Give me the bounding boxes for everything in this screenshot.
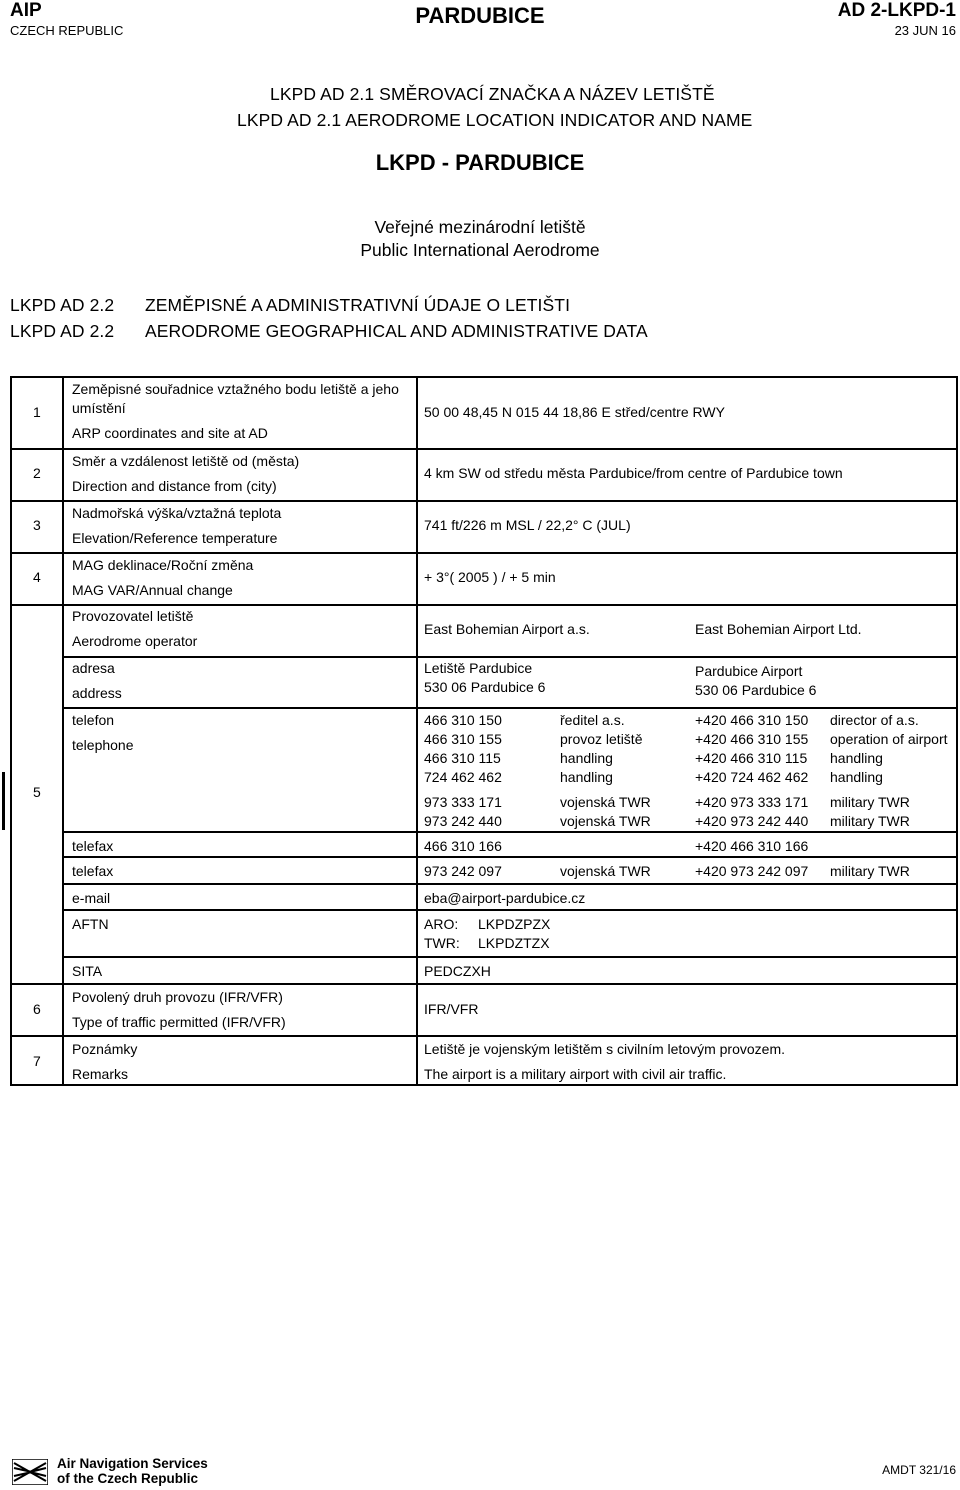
phone-number: 724 462 462	[424, 769, 502, 785]
row-divider	[12, 448, 956, 450]
operator-value-cz: East Bohemian Airport a.s.	[424, 621, 590, 637]
section-21-heading-en: LKPD AD 2.1 AERODROME LOCATION INDICATOR AND NAME	[237, 110, 753, 130]
page-reference: AD 2-LKPD-1	[837, 0, 956, 21]
phone-number: 973 333 171	[424, 794, 502, 810]
phone-description-en: handling	[830, 769, 883, 785]
column-divider	[416, 378, 418, 1084]
address-value-cz-line2: 530 06 Pardubice 6	[424, 679, 546, 695]
row-divider	[62, 956, 956, 958]
phone-number-intl: +420 466 310 150	[695, 712, 809, 728]
row-divider	[62, 883, 956, 885]
phone-number-intl: +420 973 242 440	[695, 813, 809, 829]
row-number: 6	[33, 1001, 41, 1017]
address-value-en-line2: 530 06 Pardubice 6	[695, 682, 817, 698]
phone-description-en: operation of airport	[830, 731, 948, 747]
row-divider	[62, 656, 956, 658]
traffic-value: IFR/VFR	[424, 1001, 479, 1017]
row-divider	[62, 831, 956, 833]
direction-value: 4 km SW od středu města Pardubice/from centre of Pardubice town	[424, 465, 843, 481]
row-number: 1	[33, 404, 41, 420]
telefax-number: 973 242 097	[424, 863, 502, 879]
amendment-change-bar	[2, 772, 5, 830]
magvar-label-cz: MAG deklinace/Roční změna	[72, 557, 254, 573]
aftn-twr-value: LKPDZTZX	[478, 935, 550, 951]
phone-description: handling	[560, 750, 613, 766]
telefax-description-en: military TWR	[830, 863, 910, 879]
operator-label-en: Aerodrome operator	[72, 633, 198, 649]
magvar-value: + 3°( 2005 ) / + 5 min	[424, 569, 556, 585]
remarks-value-en: The airport is a military airport with civil air traffic.	[424, 1066, 727, 1082]
arp-value: 50 00 48,45 N 015 44 18,86 E střed/centre RWY	[424, 404, 725, 420]
row-number: 5	[33, 784, 41, 800]
telephone-label-en: telephone	[72, 737, 134, 753]
row-divider	[12, 604, 956, 606]
aftn-aro-value: LKPDZPZX	[478, 916, 551, 932]
address-value-en-line1: Pardubice Airport	[695, 663, 803, 679]
phone-description: ředitel a.s.	[560, 712, 625, 728]
telefax-description: vojenská TWR	[560, 863, 651, 879]
address-value-cz-line1: Letiště Pardubice	[424, 660, 533, 676]
section-22-heading-cz: ZEMĚPISNÉ A ADMINISTRATIVNÍ ÚDAJE O LETIŠTI	[145, 295, 571, 315]
aftn-aro-label: ARO:	[424, 916, 459, 932]
operator-value-en: East Bohemian Airport Ltd.	[695, 621, 862, 637]
sita-value: PEDCZXH	[424, 963, 491, 979]
phone-number: 973 242 440	[424, 813, 502, 829]
aerodrome-type-cz: Veřejné mezinárodní letiště	[374, 217, 586, 237]
row-divider	[12, 500, 956, 502]
phone-description-en: handling	[830, 750, 883, 766]
telefax-number-intl: +420 466 310 166	[695, 838, 809, 854]
sita-label: SITA	[72, 963, 103, 979]
effective-date: 23 JUN 16	[894, 23, 956, 38]
elevation-value: 741 ft/226 m MSL / 22,2° C (JUL)	[424, 517, 631, 533]
phone-description: provoz letiště	[560, 731, 643, 747]
telefax-number-intl: +420 973 242 097	[695, 863, 809, 879]
remarks-value-cz: Letiště je vojenským letištěm s civilním letovým provozem.	[424, 1041, 785, 1057]
address-label-en: address	[72, 685, 122, 701]
telefax-label: telefax	[72, 838, 114, 854]
phone-number-intl: +420 466 310 115	[695, 750, 808, 766]
section-22-ref-cz: LKPD AD 2.2	[10, 295, 115, 315]
telefax-number: 466 310 166	[424, 838, 502, 854]
phone-number: 466 310 150	[424, 712, 502, 728]
magvar-label-en: MAG VAR/Annual change	[72, 582, 233, 598]
email-value[interactable]: eba@airport-pardubice.cz	[424, 890, 586, 906]
section-22-heading-en: AERODROME GEOGRAPHICAL AND ADMINISTRATIVE DATA	[145, 321, 648, 341]
phone-number: 466 310 155	[424, 731, 502, 747]
row-divider	[62, 707, 956, 709]
row-divider	[62, 909, 956, 911]
phone-number-intl: +420 724 462 462	[695, 769, 809, 785]
arp-label-en: ARP coordinates and site at AD	[72, 425, 268, 441]
aftn-twr-label: TWR:	[424, 935, 460, 951]
traffic-label-cz: Povolený druh provozu (IFR/VFR)	[72, 989, 283, 1005]
aftn-label: AFTN	[72, 916, 109, 932]
aerodrome-name: LKPD - PARDUBICE	[375, 150, 585, 175]
row-number: 2	[33, 465, 41, 481]
row-divider	[62, 856, 956, 858]
organisation-name-line1: Air Navigation Services	[57, 1456, 208, 1471]
amendment-number: AMDT 321/16	[882, 1463, 956, 1477]
phone-number-intl: +420 973 333 171	[695, 794, 809, 810]
country-label: CZECH REPUBLIC	[10, 23, 124, 38]
phone-description: vojenská TWR	[560, 794, 651, 810]
row-number: 7	[33, 1053, 41, 1069]
remarks-label-cz: Poznámky	[72, 1041, 138, 1057]
elevation-label-en: Elevation/Reference temperature	[72, 530, 278, 546]
row-number: 3	[33, 517, 41, 533]
direction-label-cz: Směr a vzdálenost letiště od (města)	[72, 453, 300, 469]
section-21-heading-cz: LKPD AD 2.1 SMĚROVACÍ ZNAČKA A NÁZEV LETIŠTĚ	[270, 84, 715, 104]
arp-label-cz-2: umístění	[72, 400, 126, 416]
phone-description-en: military TWR	[830, 813, 910, 829]
row-number: 4	[33, 569, 41, 585]
elevation-label-cz: Nadmořská výška/vztažná teplota	[72, 505, 282, 521]
direction-label-en: Direction and distance from (city)	[72, 478, 277, 494]
section-22-ref-en: LKPD AD 2.2	[10, 321, 115, 341]
address-label-cz: adresa	[72, 660, 115, 676]
remarks-label-en: Remarks	[72, 1066, 129, 1082]
aip-label: AIP	[10, 0, 42, 21]
phone-description-en: military TWR	[830, 794, 910, 810]
telefax-label: telefax	[72, 863, 114, 879]
phone-number: 466 310 115	[424, 750, 501, 766]
phone-description: handling	[560, 769, 613, 785]
phone-description-en: director of a.s.	[830, 712, 919, 728]
email-label: e-mail	[72, 890, 111, 906]
ans-logo-icon	[12, 1459, 48, 1485]
telephone-label-cz: telefon	[72, 712, 115, 728]
aerodrome-type-en: Public International Aerodrome	[360, 240, 600, 260]
column-divider	[62, 378, 64, 1084]
arp-label-cz: Zeměpisné souřadnice vztažného bodu letiště a jeho	[72, 381, 399, 397]
row-divider	[12, 552, 956, 554]
row-divider	[12, 1035, 956, 1037]
page-title: PARDUBICE	[415, 3, 545, 28]
phone-description: vojenská TWR	[560, 813, 651, 829]
organisation-name-line2: of the Czech Republic	[57, 1471, 199, 1486]
traffic-label-en: Type of traffic permitted (IFR/VFR)	[72, 1014, 286, 1030]
aerodrome-data-table	[10, 376, 958, 1086]
phone-number-intl: +420 466 310 155	[695, 731, 809, 747]
operator-label-cz: Provozovatel letiště	[72, 608, 194, 624]
row-divider	[12, 983, 956, 985]
